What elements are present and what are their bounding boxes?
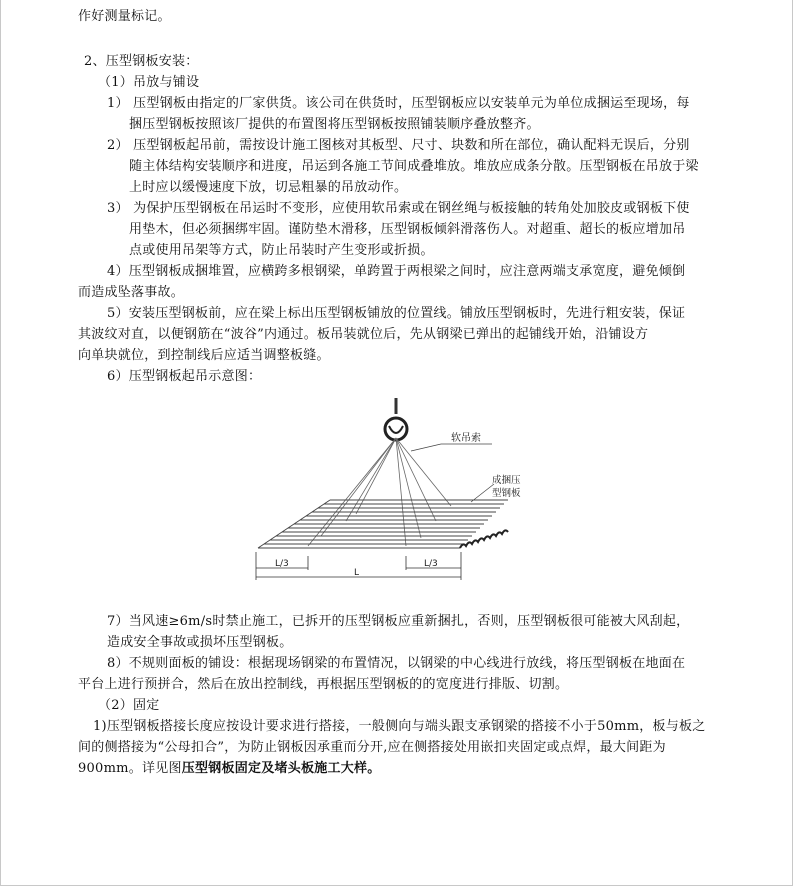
text-span: 900mm。详见图 <box>78 761 182 776</box>
text-line: 5）安装压型钢板前，应在梁上标出压型钢板铺放的位置线。铺放压型钢板时，先进行粗安装，保证 <box>107 306 686 321</box>
text-line: 上时应以缓慢速度下放，切忌粗暴的吊放动作。 <box>129 180 408 195</box>
text-line: 造成安全事故或损坏压型钢板。 <box>107 635 293 650</box>
steel-sheet-bundle <box>258 500 508 548</box>
text-line: 用垫木，但必须捆绑牢固。谨防垫木滑移，压型钢板倾斜滑落伤人。对超重、超长的板应增加吊 <box>129 222 686 237</box>
dim-right-label: L/3 <box>424 559 438 569</box>
figure-reference: 压型钢板固定及堵头板施工大样。 <box>181 761 381 776</box>
text-line: 而造成坠落事故。 <box>78 285 185 300</box>
dim-left-label: L/3 <box>275 559 289 569</box>
text-line <box>78 761 380 777</box>
text-line: 4）压型钢板成捆堆置，应横跨多根钢梁，单跨置于两根梁之间时，应注意两端支承宽度，避免倾倒 <box>107 264 686 279</box>
crane-hook-icon <box>385 398 407 440</box>
section-heading: 2、压型钢板安装： <box>84 54 199 69</box>
lifting-diagram <box>246 396 536 586</box>
text-line: 6）压型钢板起吊示意图： <box>107 369 262 384</box>
corrugated-edge <box>460 530 508 548</box>
text-line: 平台上进行预拼合，然后在放出控制线，再根据压型钢板的的宽度进行排版、切割。 <box>78 677 569 692</box>
bundle-label-line2: 型钢板 <box>492 488 521 499</box>
text-line: 3） 为保护压型钢板在吊运时不变形，应使用软吊索或在钢丝绳与板接触的转角处加胶皮或钢板下使 <box>107 201 690 216</box>
text-line: 其波纹对直，以便钢筋在“波谷”内通过。板吊装就位后，先从钢梁已弹出的起铺线开始，沿铺设方 <box>78 327 649 342</box>
dim-total-label: L <box>354 568 360 578</box>
text-line: 1)压型钢板搭接长度应按设计要求进行搭接，一般侧向与端头跟支承钢梁的搭接不小于50mm，板与板之 <box>93 719 706 734</box>
text-line: 作好测量标记。 <box>78 9 171 24</box>
text-line: 1） 压型钢板由指定的厂家供货。该公司在供货时，压型钢板应以安装单元为单位成捆运至现场，每 <box>107 96 690 111</box>
text-line: 随主体结构安装顺序和进度，吊运到各施工节间成叠堆放。堆放应成条分散。压型钢板在吊放于梁 <box>129 159 699 174</box>
text-line: 捆压型钢板按照该厂提供的布置图将压型钢板按照铺装顺序叠放整齐。 <box>129 117 540 132</box>
text-line: 间的侧搭接为“公母扣合”，为防止钢板因承重而分开,应在侧搭接处用嵌扣夹固定或点焊，最大间距为 <box>78 740 666 755</box>
sling-label: 软吊索 <box>451 433 481 444</box>
subsection-heading: （2）固定 <box>98 698 160 713</box>
text-line: 7）当风速≥6m/s时禁止施工，已拆开的压型钢板应重新捆扎，否则，压型钢板很可能被大风刮起， <box>107 614 690 629</box>
text-line: 2） 压型钢板起吊前，需按设计施工图核对其板型、尺寸、块数和所在部位，确认配料无误后，分别 <box>107 138 690 153</box>
text-line: 8）不规则面板的铺设：根据现场钢梁的布置情况，以钢梁的中心线进行放线，将压型钢板在地面在 <box>107 656 686 671</box>
text-line: 向单块就位，到控制线后应适当调整板缝。 <box>78 348 330 363</box>
sling-lines <box>308 438 451 546</box>
bundle-label-line1: 成捆压 <box>492 475 521 486</box>
subsection-heading: （1）吊放与铺设 <box>98 75 200 90</box>
text-line: 点或使用吊架等方式，防止吊装时产生变形或折损。 <box>129 243 434 258</box>
